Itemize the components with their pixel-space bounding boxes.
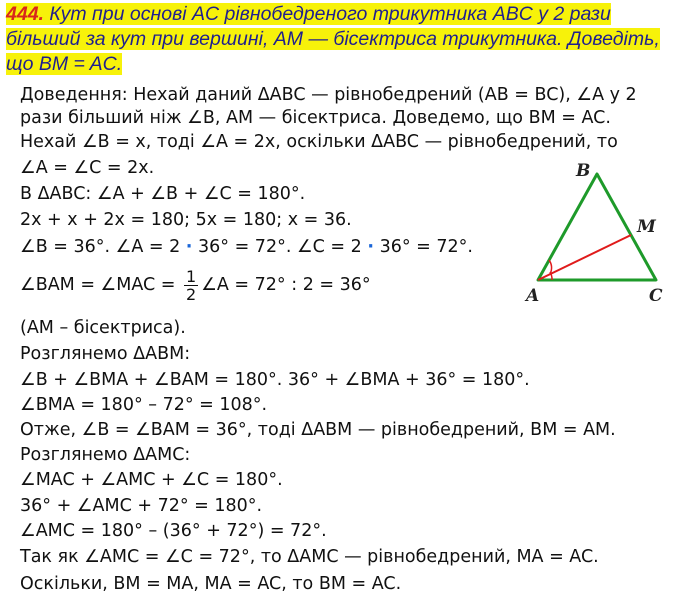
fraction-before: ∠BAM = ∠MAC = bbox=[20, 275, 182, 295]
solution-rest-8: 36° + ∠AMC + 72° = 180°. bbox=[20, 496, 263, 516]
problem-line-1: Кут при основі AC рівнобедреного трикутника ABC у 2 рази bbox=[43, 3, 611, 25]
fraction-one-half bbox=[184, 268, 198, 303]
problem-line-2: більший за кут при вершині, AM — бісектриса трикутника. Доведіть, bbox=[6, 28, 660, 50]
solution-line-5: В ΔABC: ∠A + ∠B + ∠C = 180°. bbox=[20, 184, 306, 204]
fraction-numerator: 1 bbox=[186, 266, 197, 286]
multiply-dot: · bbox=[367, 237, 374, 257]
solution-line-6: 2x + x + 2x = 180; 5x = 180; x = 36. bbox=[20, 210, 352, 230]
solution-rest-3: ∠B + ∠BMA + ∠BAM = 180°. 36° + ∠BMA + 36° = 180°. bbox=[20, 370, 530, 390]
angles-line bbox=[20, 236, 473, 258]
solution-rest-5: Отже, ∠B = ∠BAM = 36°, тоді ΔABM — рівнобедрений, BM = AM. bbox=[20, 420, 616, 440]
label-c: C bbox=[649, 286, 663, 306]
solution-line-4: ∠A = ∠C = 2x. bbox=[20, 158, 155, 178]
label-a: A bbox=[526, 286, 540, 306]
label-b: B bbox=[576, 161, 591, 181]
triangle-figure bbox=[520, 158, 680, 308]
fraction-denominator: 2 bbox=[186, 284, 197, 304]
angles-part-1: ∠B = 36°. ∠A = 2 bbox=[20, 237, 186, 257]
fraction-after: ∠A = 72° : 2 = 36° bbox=[201, 275, 371, 295]
angles-part-3: 36° = 72°. bbox=[374, 237, 473, 257]
solution-rest-2: Розглянемо ΔABM: bbox=[20, 344, 191, 364]
solution-rest-10: Так як ∠AMC = ∠C = 72°, то ΔAMC — рівнобедрений, MA = AC. bbox=[20, 547, 599, 567]
solution-rest-7: ∠MAC + ∠AMC + ∠C = 180°. bbox=[20, 470, 283, 490]
solution-rest-1: (AM – бісектриса). bbox=[20, 318, 186, 338]
solution-line-3: Нехай ∠B = x, тоді ∠A = 2x, оскільки ΔABC — рівнобедрений, то bbox=[20, 132, 618, 152]
solution-rest-9: ∠AMC = 180° – (36° + 72°) = 72°. bbox=[20, 521, 327, 541]
solution-line-2: рази більший ніж ∠B, AM — бісектриса. Доведемо, що BM = AC. bbox=[20, 108, 611, 128]
solution-rest-6: Розглянемо ΔAMC: bbox=[20, 445, 191, 465]
label-m: M bbox=[637, 217, 656, 237]
solution-rest-11: Оскільки, BM = MA, MA = AC, то BM = AC. bbox=[20, 574, 402, 594]
problem-statement bbox=[6, 2, 686, 77]
fraction-line bbox=[20, 266, 371, 304]
angles-part-2: 36° = 72°. ∠C = 2 bbox=[192, 237, 368, 257]
solution-rest-4: ∠BMA = 180° – 72° = 108°. bbox=[20, 395, 268, 415]
problem-line-3: що BM = AC. bbox=[6, 53, 123, 75]
solution-line-1: Доведення: Нехай даний ΔABC — рівнобедрений (AB = BC), ∠A у 2 bbox=[20, 85, 637, 105]
problem-number: 444. bbox=[6, 3, 44, 25]
multiply-dot: · bbox=[185, 237, 193, 257]
